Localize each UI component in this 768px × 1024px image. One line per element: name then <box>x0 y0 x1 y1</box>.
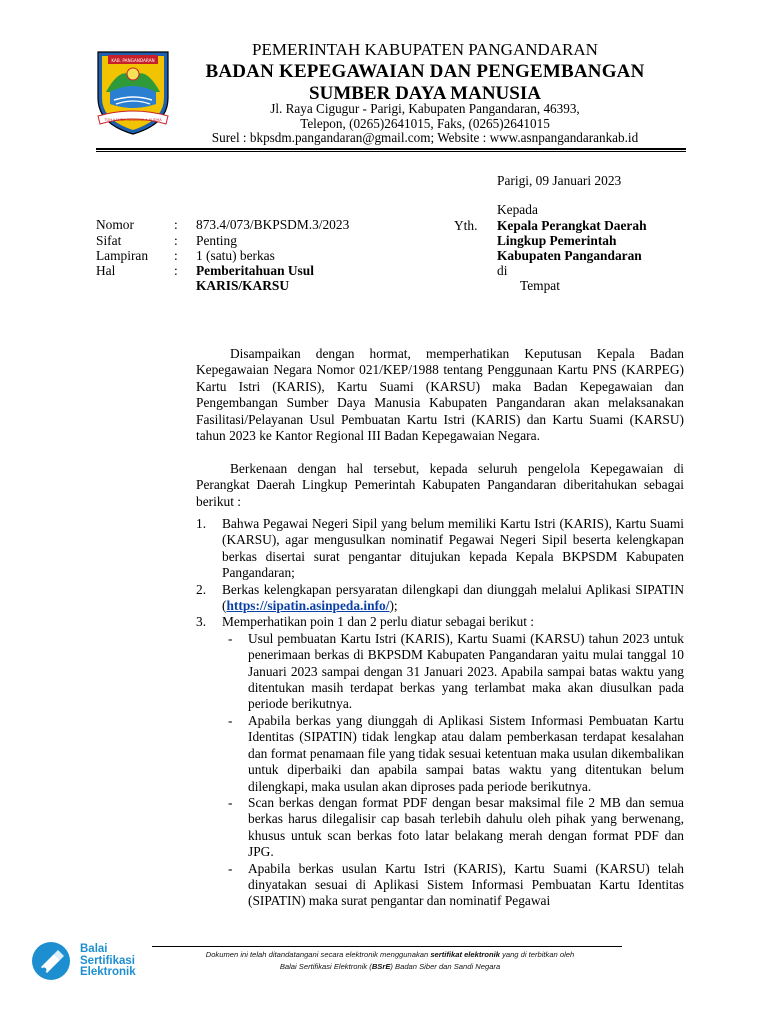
header-divider-thin <box>96 151 686 152</box>
dash-bullet: - <box>228 630 233 646</box>
sub-list-item <box>222 795 684 861</box>
regency-emblem-icon <box>94 46 172 136</box>
meta-lampiran-value: 1 (satu) berkas <box>196 248 275 263</box>
meta-colon: : <box>174 233 178 248</box>
sub-item-text: Apabila berkas yang diunggah di Aplikasi Sistem Informasi Pembuatan Kartu Identitas (SIPATIN) tidak lengkap atau dalam pemberkasan terdapat kesalahan dan format penamaan file yang tidak sesuai ketentuan maka usulan dikembalikan untuk diperbaiki dan apabila sampai batas waktu yang ditentukan belum dilengkapi, maka usulan akan diproses pada periode berikutnya. <box>248 712 684 794</box>
footer-issuer-note: Balai Sertifikasi Elektronik (BSrE) Badan Siber dan Sandi Negara <box>279 962 501 971</box>
footer-divider <box>152 946 622 947</box>
sub-list-item <box>222 713 684 795</box>
list-item <box>196 582 684 615</box>
sipatin-link[interactable]: https://sipatin.asinpeda.info/ <box>226 598 390 614</box>
recipient-line3: Kabupaten Pangandaran <box>497 248 642 263</box>
sub-item-text: Apabila berkas usulan Kartu Istri (KARIS), Kartu Suami (KARSU) telah dinyatakan sesuai di Aplikasi Sistem Informasi Pembuatan Kartu Identitas (SIPATIN) maka surat pengantar dan nominatif Pegawai <box>248 860 684 909</box>
list-number: 2. <box>196 581 207 597</box>
sub-list-item <box>222 631 684 713</box>
dash-bullet: - <box>228 794 233 810</box>
dash-bullet: - <box>228 860 233 876</box>
list-number: 3. <box>196 614 207 630</box>
body-paragraph-2: Berkenaan dengan hal tersebut, kepada seluruh pengelola Kepegawaian di Perangkat Daerah Lingkup Pemerintah Kabupaten Pangandaran diberitahukan sebagai berikut : <box>196 461 684 509</box>
instruction-list <box>196 516 684 910</box>
bsre-logo-icon <box>30 940 72 982</box>
footer-signature-note: Dokumen ini telah ditandatangani secara elektronik menggunakan sertifikat elektronik yang di terbitkan oleh <box>205 950 575 959</box>
letter-date: Parigi, 09 Januari 2023 <box>497 173 622 188</box>
list-item <box>196 614 684 630</box>
svg-text:KAB. PANGANDARAN: KAB. PANGANDARAN <box>111 58 155 63</box>
meta-colon: : <box>174 263 178 278</box>
list-item-text: Berkas kelengkapan persyaratan dilengkapi dan diunggah melalui Aplikasi SIPATIN ( <box>222 581 684 614</box>
dash-bullet: - <box>228 712 233 728</box>
meta-sifat-value: Penting <box>196 233 237 248</box>
list-item-text: Memperhatikan poin 1 dan 2 perlu diatur sebagai berikut : <box>222 614 534 630</box>
svg-text:TOH KANDA MANGGALA YUDHA: TOH KANDA MANGGALA YUDHA <box>104 118 162 122</box>
sub-list-item <box>222 861 684 910</box>
body-paragraph-1: Disampaikan dengan hormat, memperhatikan Keputusan Kepala Badan Kepegawaian Negara Nomor 021/KEP/1988 tentang Penggunaan Kartu PNS (KARPEG) Kartu Istri (KARIS), Kartu Suami (KARSU) maka Badan Kepegawaian dan Pengembangan Sumber Daya Manusia Kabupaten Pangandaran akan melaksanakan Fasilitasi/Pelayanan Usul Pembuatan Kartu Istri (KARIS) dan Kartu Suami (KARSU) tahun 2023 ke Kantor Regional III Badan Kepegawaian Negara. <box>196 346 684 444</box>
recipient-line1: Kepala Perangkat Daerah <box>497 218 647 233</box>
meta-lampiran-label: Lampiran <box>96 248 149 263</box>
header-agency-line1: BADAN KEPEGAWAIAN DAN PENGEMBANGAN <box>205 61 645 82</box>
header-agency-line2: SUMBER DAYA MANUSIA <box>309 83 541 104</box>
header-government: PEMERINTAH KABUPATEN PANGANDARAN <box>252 40 598 59</box>
recipient-di: di <box>497 263 508 278</box>
meta-hal-label: Hal <box>96 263 116 278</box>
recipient-line2: Lingkup Pemerintah <box>497 233 617 248</box>
header-contact: Surel : bkpsdm.pangandaran@gmail.com; Website : www.asnpangandarankab.id <box>211 130 639 145</box>
sub-list <box>196 631 684 910</box>
meta-colon: : <box>174 248 178 263</box>
sub-item-text: Scan berkas dengan format PDF dengan besar maksimal file 2 MB dan semua berkas harus dilegalisir cap basah terlebih dahulu oleh pihak yang berwenang, khusus untuk scan berkas foto latar belakang merah dengan format PDF dan JPG. <box>248 794 684 860</box>
list-item-text: Bahwa Pegawai Negeri Sipil yang belum memiliki Kartu Istri (KARIS), Kartu Suami (KARSU), agar mengusulkan nominatif Pegawai Negeri Sipil beserta kelengkapan berkas disertai surat pengantar ditujukan kepada Kepala BKPSDM Kabupaten Pangandaran; <box>222 516 684 581</box>
meta-nomor-value: 873.4/073/BKPSDM.3/2023 <box>196 217 350 232</box>
list-item-text-end: ); <box>389 598 398 614</box>
bsre-brand: Balai Sertifikasi Elektronik <box>80 943 136 978</box>
meta-hal-value: Pemberitahuan Usul <box>196 263 314 278</box>
header-divider <box>96 148 686 150</box>
list-number: 1. <box>196 516 207 531</box>
recipient-yth: Yth. <box>454 218 478 233</box>
recipient-kepada: Kepada <box>497 202 538 217</box>
header-phone: Telepon, (0265)2641015, Faks, (0265)2641015 <box>300 116 550 131</box>
meta-sifat-label: Sifat <box>96 233 122 248</box>
header-address: Jl. Raya Cigugur - Parigi, Kabupaten Pangandaran, 46393, <box>270 101 580 116</box>
sub-item-text: Usul pembuatan Kartu Istri (KARIS), Kartu Suami (KARSU) tahun 2023 untuk penerimaan berkas di BKPSDM Kabupaten Pangandaran yaitu mulai tanggal 10 Januari 2023 sampai dengan 31 Januari 2023. Apabila sampai batas waktu yang ditentukan masih terdapat berkas yang terlambat maka akan diusulkan pada periode berikutnya. <box>248 630 684 712</box>
meta-colon: : <box>174 217 178 232</box>
meta-nomor-label: Nomor <box>96 217 134 232</box>
meta-hal-value-cont: KARIS/KARSU <box>196 278 290 293</box>
recipient-tempat: Tempat <box>520 278 560 293</box>
list-item <box>196 516 684 582</box>
